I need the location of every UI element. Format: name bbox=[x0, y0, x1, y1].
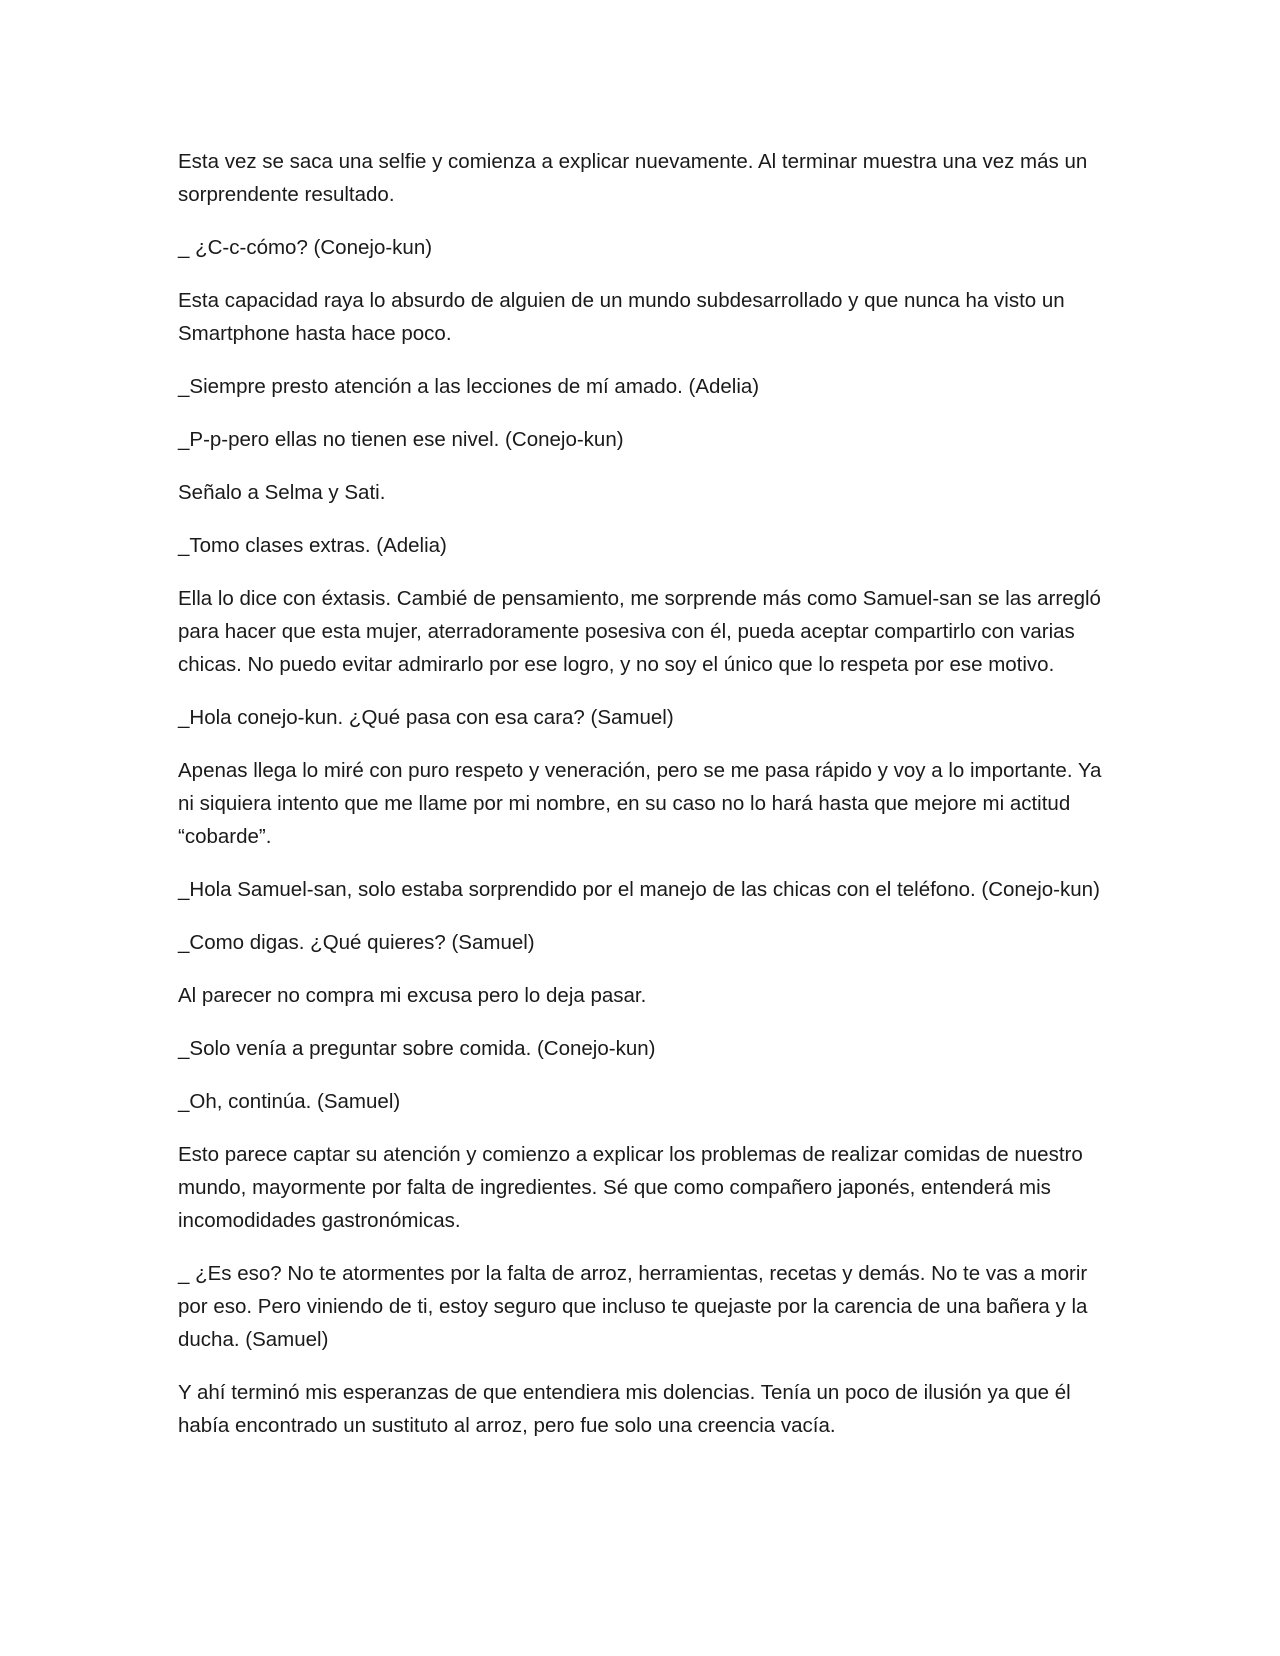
dialogue-line: _ ¿Es eso? No te atormentes por la falta de arroz, herramientas, recetas y demás. No te vas a morir por eso. Pero viniendo de ti, estoy seguro que incluso te quejaste por la carencia de una bañera y la ducha. (Samuel) bbox=[178, 1262, 1088, 1351]
dialogue-line: _P-p-pero ellas no tienen ese nivel. (Conejo-kun) bbox=[178, 428, 624, 451]
paragraph: Apenas llega lo miré con puro respeto y veneración, pero se me pasa rápido y voy a lo importante. Ya ni siquiera intento que me llame por mi nombre, en su caso no lo hará hasta que mejore mi actitud “cobarde”. bbox=[178, 759, 1102, 848]
dialogue-line: _Hola conejo-kun. ¿Qué pasa con esa cara? (Samuel) bbox=[178, 706, 674, 729]
paragraph: Esto parece captar su atención y comienzo a explicar los problemas de realizar comidas de nuestro mundo, mayormente por falta de ingredientes. Sé que como compañero japonés, entenderá mis incomodidades gastronómicas. bbox=[178, 1143, 1083, 1232]
paragraph: Esta capacidad raya lo absurdo de alguien de un mundo subdesarrollado y que nunca ha visto un Smartphone hasta hace poco. bbox=[178, 289, 1065, 345]
paragraph: Al parecer no compra mi excusa pero lo deja pasar. bbox=[178, 984, 647, 1007]
dialogue-line: _Solo venía a preguntar sobre comida. (Conejo-kun) bbox=[178, 1037, 656, 1060]
document-body bbox=[178, 145, 1118, 1462]
dialogue-line: _Hola Samuel-san, solo estaba sorprendido por el manejo de las chicas con el teléfono. (Conejo-kun) bbox=[178, 878, 1100, 901]
paragraph: Y ahí terminó mis esperanzas de que entendiera mis dolencias. Tenía un poco de ilusión ya que él había encontrado un sustituto al arroz, pero fue solo una creencia vacía. bbox=[178, 1381, 1071, 1437]
paragraph: Ella lo dice con éxtasis. Cambié de pensamiento, me sorprende más como Samuel-san se las arregló para hacer que esta mujer, aterradoramente posesiva con él, pueda aceptar compartirlo con varias chicas. No puedo evitar admirarlo por ese logro, y no soy el único que lo respeta por ese motivo. bbox=[178, 587, 1101, 676]
dialogue-line: _Como digas. ¿Qué quieres? (Samuel) bbox=[178, 931, 535, 954]
dialogue-line: _Oh, continúa. (Samuel) bbox=[178, 1090, 401, 1113]
paragraph: Esta vez se saca una selfie y comienza a explicar nuevamente. Al terminar muestra una vez más un sorprendente resultado. bbox=[178, 150, 1088, 206]
dialogue-line: _Siempre presto atención a las lecciones de mí amado. (Adelia) bbox=[178, 375, 760, 398]
dialogue-line: _Tomo clases extras. (Adelia) bbox=[178, 534, 447, 557]
dialogue-line: _ ¿C-c-cómo? (Conejo-kun) bbox=[178, 236, 433, 259]
paragraph: Señalo a Selma y Sati. bbox=[178, 481, 386, 504]
